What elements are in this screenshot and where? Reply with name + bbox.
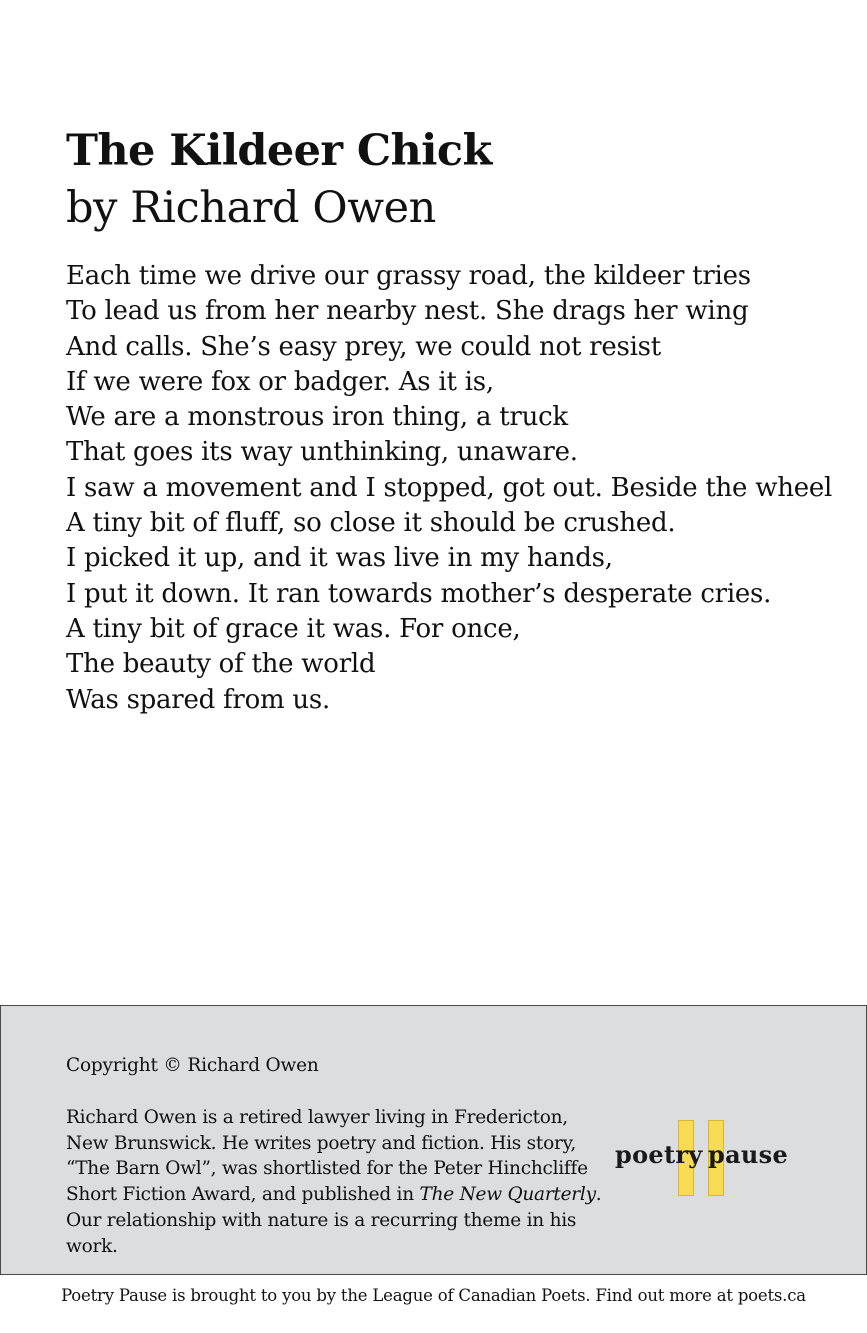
poem-line: I put it down. It ran towards mother’s desperate cries. xyxy=(66,578,772,609)
poem-line: The beauty of the world xyxy=(66,649,376,680)
publication-title: The New Quarterly xyxy=(419,1184,596,1206)
poem-line: A tiny bit of fluff, so close it should be crushed. xyxy=(66,508,676,539)
poem-line: I saw a movement and I stopped, got out. Beside the wheel xyxy=(66,472,833,503)
poetry-pause-logo xyxy=(615,1118,789,1198)
poem-line: That goes its way unthinking, unaware. xyxy=(66,437,578,468)
poem-line: A tiny bit of grace it was. For once, xyxy=(66,613,521,644)
author-bio-text-end: . Our relationship with nature is a recurring theme in his work. xyxy=(66,1184,602,1257)
poem-line: And calls. She’s easy prey, we could not resist xyxy=(66,331,661,362)
logo-word-pause: pause xyxy=(708,1140,789,1169)
poem-line: To lead us from her nearby nest. She drags her wing xyxy=(66,296,749,327)
poem-line: Was spared from us. xyxy=(66,684,331,715)
author-bio-text: Richard Owen is a retired lawyer living in Fredericton, New Brunswick. He writes poetry and fiction. His story, “The Barn Owl”, was shortlisted for the Peter Hinchcliffe Short Fiction Award, and published in xyxy=(66,1107,588,1206)
league-credit-line: Poetry Pause is brought to you by the League of Canadian Poets. Find out more at poets.ca xyxy=(61,1286,806,1305)
poem-line: I picked it up, and it was live in my hands, xyxy=(66,543,613,574)
author-bio xyxy=(66,1105,606,1259)
poem-title: The Kildeer Chick xyxy=(66,126,492,176)
poem-author-byline: by Richard Owen xyxy=(66,183,436,233)
poem-line: Each time we drive our grassy road, the kildeer tries xyxy=(66,261,751,291)
copyright-notice: Copyright © Richard Owen xyxy=(66,1055,319,1076)
logo-word-poetry: poetry xyxy=(615,1140,703,1169)
poem-body xyxy=(66,259,846,718)
poem-line: We are a monstrous iron thing, a truck xyxy=(66,402,568,433)
poem-line: If we were fox or badger. As it is, xyxy=(66,366,494,397)
